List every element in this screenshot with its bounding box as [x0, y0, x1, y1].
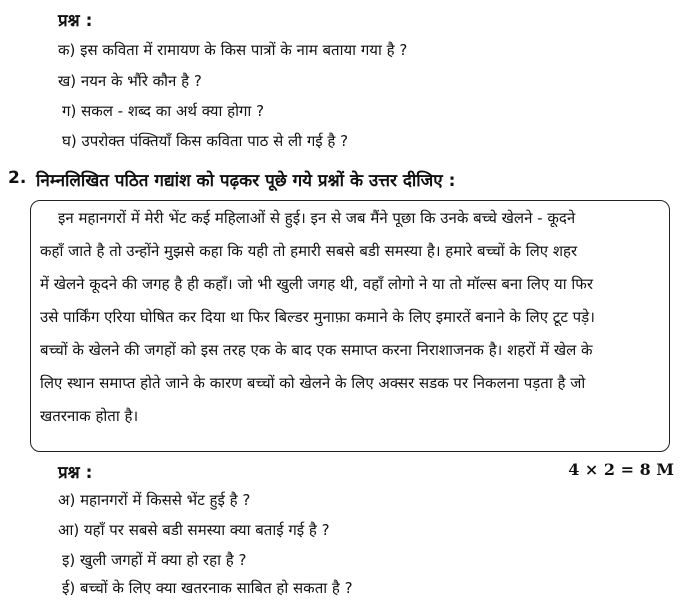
question-i: इ) खुली जगहों में क्या हो रहा है ?: [62, 551, 247, 569]
section2-number: 2.: [8, 168, 27, 188]
question-a: अ) महानगरों में किससे भेंट हुई है ?: [58, 491, 251, 509]
question-kha: ख) नयन के भौंरे कौन है ?: [58, 72, 202, 90]
passage-line: बच्चों के खेलने की जगहों को इस तरह एक के बाद एक समाप्त करना निराशाजनक है। शहरों में खेल के: [40, 341, 593, 359]
passage-line: लिए स्थान समाप्त होते जाने के कारण बच्चों को खेलने के लिए अक्सर सडक पर निकलना पड़ता है जो: [40, 374, 586, 392]
question-ga: ग) सकल - शब्द का अर्थ क्या होगा ?: [62, 102, 265, 120]
passage-line: इन महानगरों में मेरी भेंट कई महिलाओं से हुई। इन से जब मैंने पूछा कि उनके बच्चे खेलने - कूदने: [58, 209, 576, 227]
question-ii: ई) बच्चों के लिए क्या खतरनाक साबित हो सकता है ?: [62, 579, 353, 597]
section1-label: प्रश्न :: [58, 11, 93, 31]
passage-line: उसे पार्किंग एरिया घोषित कर दिया था फिर बिल्डर मुनाफ़ा कमाने के लिए इमारतें बनाने के लिए टूट पड़े।: [40, 308, 595, 326]
passage-line: खतरनाक होता है।: [40, 407, 139, 425]
section2-label: प्रश्न :: [58, 463, 93, 483]
question-ka: क) इस कविता में रामायण के किस पात्रों के नाम बताया गया है ?: [58, 41, 408, 59]
passage-line: कहाँ जाते है तो उन्होंने मुझसे कहा कि यही तो हमारी सबसे बडी समस्या है। हमारे बच्चों के लिए शहर: [40, 242, 578, 260]
marks-label: 4 × 2 = 8 M: [568, 460, 674, 479]
section2-heading: निम्नलिखित पठित गद्यांश को पढ़कर पूछे गये प्रश्नों के उत्तर दीजिए :: [36, 171, 456, 191]
passage-line: में खेलने कूदने की जगह है ही कहाँ। जो भी खुली जगह थी, वहाँ लोगो ने या तो मॉल्स बना लिए या फिर: [40, 275, 593, 293]
question-aa: आ) यहाँ पर सबसे बडी समस्या क्या बताई गई है ?: [58, 521, 330, 539]
question-gha: घ) उपरोक्त पंक्तियाँ किस कविता पाठ से ली गई है ?: [62, 132, 349, 150]
